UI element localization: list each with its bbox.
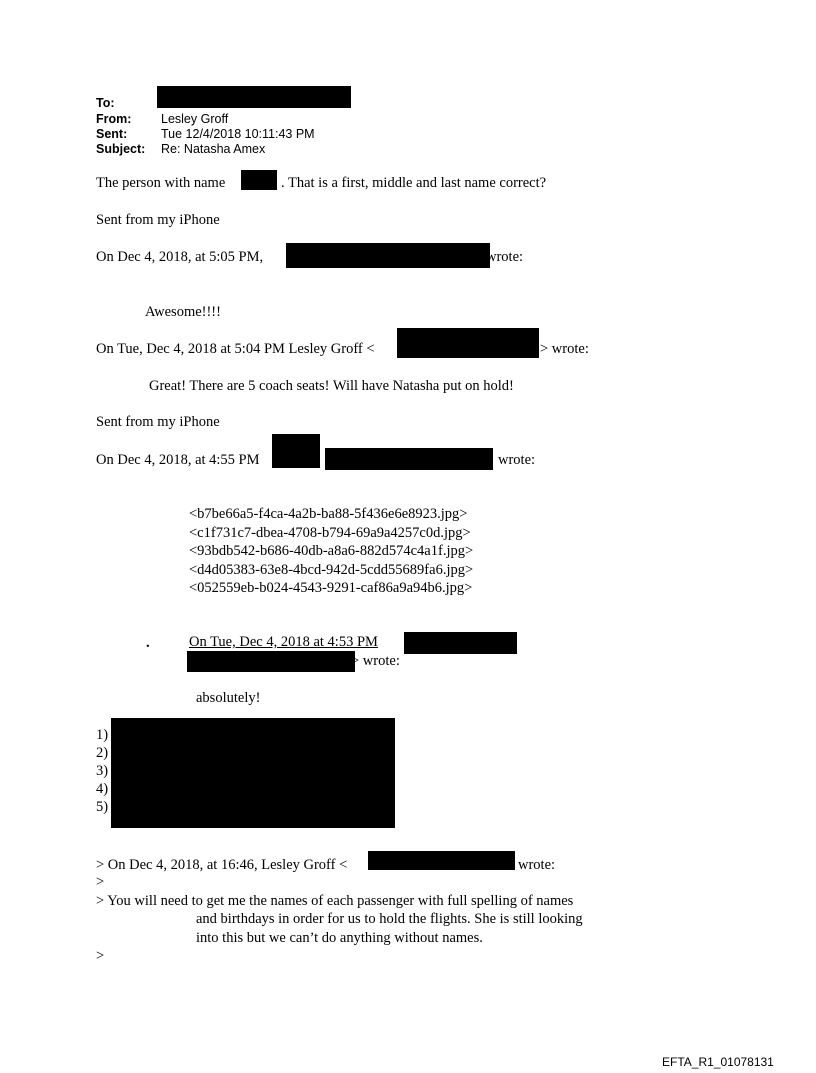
list-number: 2) [96,745,109,761]
quote-header-4-suffix: > wrote: [351,653,400,669]
list-number: 3) [96,763,109,779]
message-awesome: Awesome!!!! [145,304,221,320]
from-label: From: [96,112,132,126]
quote-header-4-line-1: On Tue, Dec 4, 2018 at 4:53 PM [189,634,378,650]
bullet-dot: . [146,635,150,651]
redaction-box [397,328,539,358]
sent-label: Sent: [96,127,128,141]
redaction-box [157,86,351,108]
request-line-1: > You will need to get me the names of each passenger with full spelling of names [96,893,574,909]
quote-header-3-suffix: wrote: [498,452,536,468]
signature-sent-from-1: Sent from my iPhone [96,212,220,228]
redaction-box [187,651,355,672]
message-line-1-start: The person with name [96,175,226,191]
quote-header-5-suffix: wrote: [518,857,556,873]
sent-value: Tue 12/4/2018 10:11:43 PM [161,127,315,141]
list-number: 1) [96,727,109,743]
redaction-box [272,434,320,468]
subject-label: Subject: [96,142,146,156]
attachment-item[interactable]: <d4d05383-63e8-4bcd-942d-5cdd55689fa6.jpg> [189,561,474,578]
request-line-3: into this but we can’t do anything without names. [196,930,483,946]
attachment-item[interactable]: <052559eb-b024-4543-9291-caf86a9a94b6.jpg> [189,580,473,597]
message-line-1-end: . That is a first, middle and last name correct? [281,175,547,191]
redaction-box [111,718,395,828]
attachment-item[interactable]: <b7be66a5-f4ca-4a2b-ba88-5f436e6e8923.jpg> [189,506,468,522]
request-line-2: and birthdays in order for us to hold the flights. She is still looking [196,911,583,927]
quote-header-3: On Dec 4, 2018, at 4:55 PM [96,452,260,468]
quote-header-1-suffix: wrote: [486,249,524,265]
document-id: EFTA_R1_01078131 [662,1055,774,1069]
attachment-item[interactable]: <c1f731c7-dbea-4708-b794-69a9a4257c0d.jpg> [189,524,471,541]
redaction-box [325,448,493,470]
quote-header-1: On Dec 4, 2018, at 5:05 PM, [96,249,264,265]
message-absolutely: absolutely! [196,690,261,706]
subject-value: Re: Natasha Amex [161,142,266,156]
signature-sent-from-2: Sent from my iPhone [96,414,220,430]
redaction-box [241,170,277,190]
to-label: To: [96,96,115,110]
quote-marker: > [96,948,105,964]
redaction-box [368,851,515,870]
attachments-list [189,505,473,598]
quote-marker: > [96,874,105,890]
from-value: Lesley Groff [161,112,229,126]
list-number: 5) [96,799,109,815]
attachment-item[interactable]: <93bdb542-b686-40db-a8a6-882d574c4a1f.jpg> [189,543,474,560]
redaction-box [404,632,517,654]
quote-header-2-suffix: > wrote: [540,341,589,357]
quote-header-5: > On Dec 4, 2018, at 16:46, Lesley Groff < [96,857,348,873]
list-number: 4) [96,781,109,797]
quote-header-2: On Tue, Dec 4, 2018 at 5:04 PM Lesley Groff < [96,341,375,357]
message-great: Great! There are 5 coach seats! Will have Natasha put on hold! [149,378,514,394]
passenger-list-numbers [96,726,108,816]
redaction-box [286,243,490,268]
